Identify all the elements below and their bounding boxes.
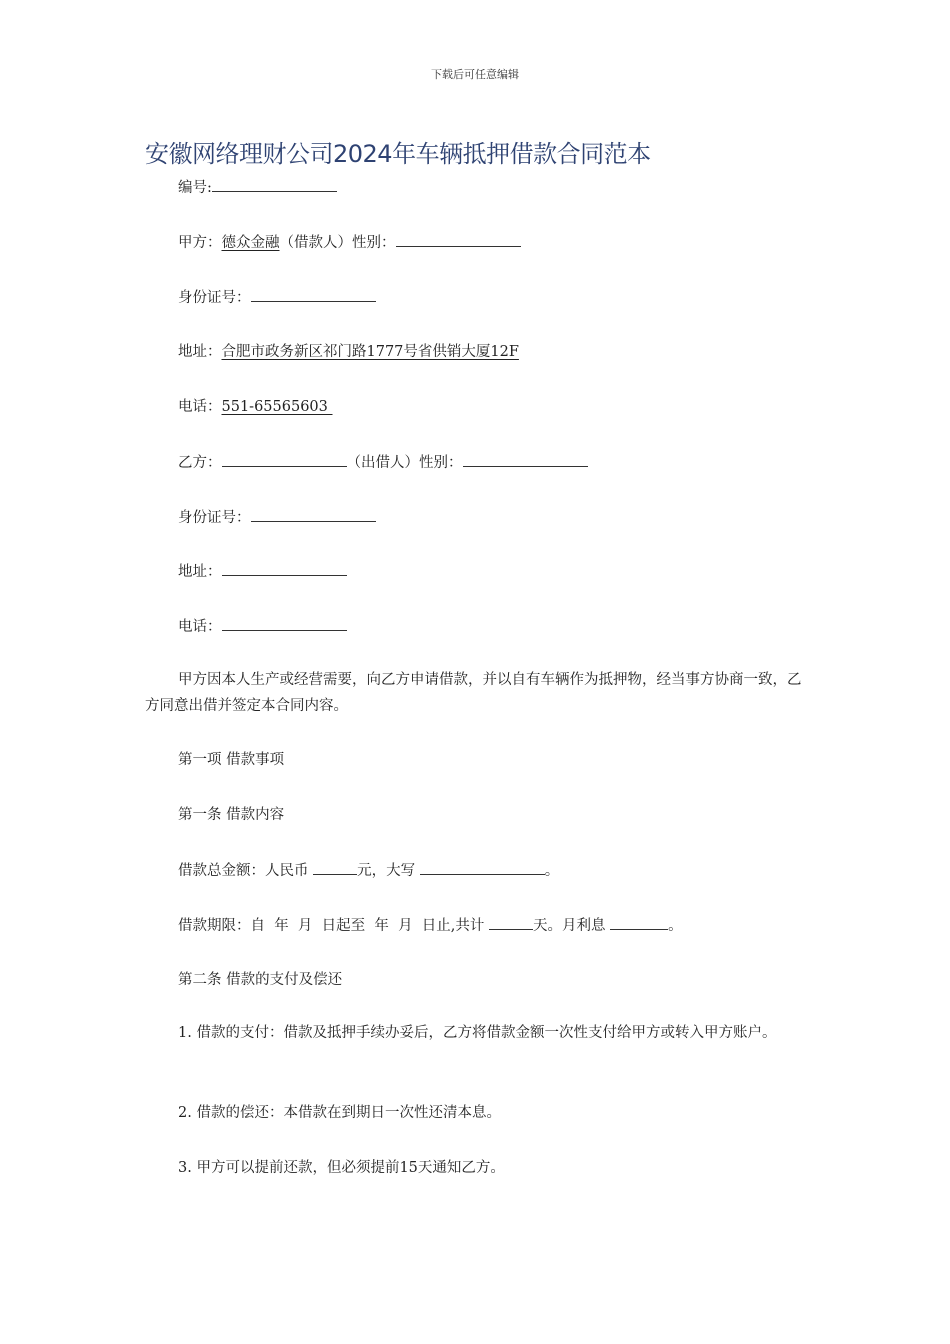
loan-amount-mid: 元，大写 bbox=[357, 863, 420, 879]
loan-amount-prefix: 借款总金额：人民币 bbox=[178, 863, 314, 879]
party-b-id-label: 身份证号： bbox=[178, 510, 251, 526]
contract-number-label: 编号: bbox=[178, 180, 212, 196]
party-b-id-blank bbox=[251, 507, 376, 522]
contract-number-blank bbox=[212, 177, 337, 192]
party-b-name-blank bbox=[222, 452, 347, 467]
party-b-label: 乙方： bbox=[178, 455, 222, 471]
party-b-line bbox=[178, 452, 588, 473]
party-a-label: 甲方： bbox=[178, 235, 222, 251]
party-a-gender-blank bbox=[396, 232, 521, 247]
section-heading-1: 第一项 借款事项 bbox=[178, 752, 285, 768]
party-a-address-line bbox=[178, 342, 519, 362]
party-a-address-label: 地址： bbox=[178, 344, 222, 360]
party-b-address-label: 地址： bbox=[178, 564, 222, 580]
contract-number-line bbox=[178, 177, 337, 198]
party-b-id-line bbox=[178, 507, 376, 528]
party-a-phone: 551-65565603 bbox=[221, 399, 333, 415]
article-heading-2: 第二条 借款的支付及偿还 bbox=[178, 972, 343, 988]
party-a-phone-label: 电话： bbox=[178, 399, 222, 415]
article-heading-1: 第一条 借款内容 bbox=[178, 807, 285, 823]
party-b-phone-blank bbox=[222, 616, 347, 631]
loan-term-line bbox=[178, 915, 683, 936]
party-a-id-line bbox=[178, 287, 376, 308]
party-b-address-line bbox=[178, 561, 347, 582]
party-a-role-gender: （借款人）性别： bbox=[279, 235, 396, 251]
header-note: 下载后可任意编辑 bbox=[431, 68, 519, 81]
clause-1: 1. 借款的支付：借款及抵押手续办妥后，乙方将借款金额一次性支付给甲方或转入甲方账户。 bbox=[178, 1025, 777, 1041]
monthly-interest-blank bbox=[610, 915, 668, 930]
party-b-address-blank bbox=[222, 561, 347, 576]
clause-3: 3. 甲方可以提前还款，但必须提前15天通知乙方。 bbox=[178, 1160, 505, 1176]
loan-amount-words-blank bbox=[420, 860, 545, 875]
party-a-id-blank bbox=[251, 287, 376, 302]
party-a-line bbox=[178, 232, 521, 253]
loan-amount-number-blank bbox=[313, 860, 357, 875]
loan-term-days-blank bbox=[489, 915, 533, 930]
loan-term-end: 。 bbox=[668, 918, 683, 934]
party-a-address: 合肥市政务新区祁门路1777号省供销大厦12F bbox=[221, 344, 519, 360]
party-a-id-label: 身份证号： bbox=[178, 290, 251, 306]
party-b-phone-line bbox=[178, 616, 347, 637]
loan-term-prefix: 借款期限：自 年 月 日起至 年 月 日止,共计 bbox=[178, 918, 490, 934]
intro-paragraph: 甲方因本人生产或经营需要，向乙方申请借款，并以自有车辆作为抵押物，经当事方协商一致，乙方同意出借并签定本合同内容。 bbox=[145, 672, 802, 714]
loan-amount-line bbox=[178, 860, 559, 881]
loan-amount-end: 。 bbox=[544, 863, 560, 879]
party-b-gender-blank bbox=[463, 452, 588, 467]
loan-term-mid: 天。月利息 bbox=[533, 918, 611, 934]
party-b-phone-label: 电话： bbox=[178, 619, 222, 635]
party-b-role-gender: （出借人）性别： bbox=[346, 455, 463, 471]
document-title: 安徽网络理财公司2024年车辆抵押借款合同范本 bbox=[145, 140, 651, 168]
party-a-name: 德众金融 bbox=[221, 235, 280, 251]
party-a-phone-line bbox=[178, 397, 333, 417]
clause-2: 2. 借款的偿还：本借款在到期日一次性还清本息。 bbox=[178, 1105, 501, 1121]
